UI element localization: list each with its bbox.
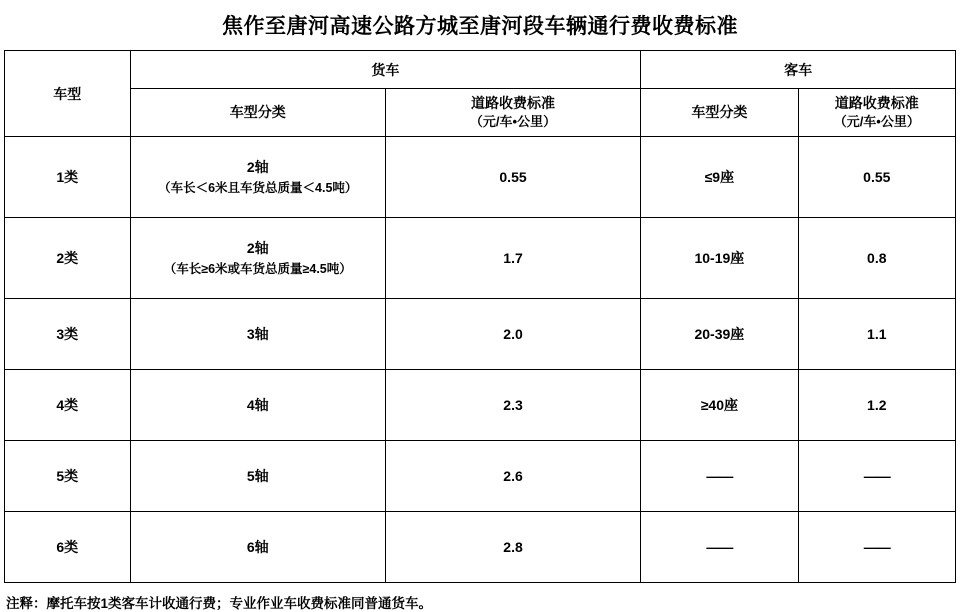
header-truck-type — [130, 89, 385, 137]
row-class: 3类 — [5, 299, 131, 370]
table-row — [5, 137, 956, 218]
row-bus-type: ≥40座 — [641, 370, 798, 441]
header-truck-type-line1: 车型分类 — [229, 104, 286, 121]
table-row — [5, 218, 956, 299]
header-class-col: 车型 — [5, 51, 131, 137]
row-class: 6类 — [5, 512, 131, 583]
header-group-truck: 货车 — [130, 51, 641, 89]
header-truck-rate-line2: （元/车•公里） — [469, 114, 557, 130]
row-truck-type — [130, 218, 385, 299]
row-class: 1类 — [5, 137, 131, 218]
row-bus-type: ≤9座 — [641, 137, 798, 218]
row-truck-rate: 2.3 — [385, 370, 640, 441]
row-bus-rate: 1.2 — [798, 370, 955, 441]
row-truck-rate: 0.55 — [385, 137, 640, 218]
row-class: 5类 — [5, 441, 131, 512]
row-truck-rate: 2.0 — [385, 299, 640, 370]
row-truck-axles: 2轴 — [246, 158, 269, 175]
row-bus-rate: —— — [798, 512, 955, 583]
page-title: 焦作至唐河高速公路方城至唐河段车辆通行费收费标准 — [222, 15, 738, 38]
header-bus-type-line1: 车型分类 — [691, 104, 748, 121]
row-bus-type: 10-19座 — [641, 218, 798, 299]
row-bus-rate: 1.1 — [798, 299, 955, 370]
row-truck-rate: 1.7 — [385, 218, 640, 299]
row-truck-type: 3轴 — [130, 299, 385, 370]
row-truck-axles: 2轴 — [246, 239, 269, 256]
row-truck-type: 4轴 — [130, 370, 385, 441]
header-truck-rate — [385, 89, 640, 137]
row-truck-rate: 2.8 — [385, 512, 640, 583]
row-class: 4类 — [5, 370, 131, 441]
header-bus-rate-line1: 道路收费标准 — [834, 95, 919, 111]
header-group-bus: 客车 — [641, 51, 956, 89]
row-truck-condition: （车长≥6米或车货总质量≥4.5吨） — [163, 261, 352, 276]
row-truck-rate: 2.6 — [385, 441, 640, 512]
row-bus-rate: 0.55 — [798, 137, 955, 218]
header-truck-rate-line1: 道路收费标准 — [471, 95, 556, 111]
row-bus-rate: —— — [798, 441, 955, 512]
row-truck-condition: （车长＜6米且车货总质量＜4.5吨） — [158, 180, 358, 195]
row-truck-type: 6轴 — [130, 512, 385, 583]
table-row — [5, 299, 956, 370]
header-bus-type — [641, 89, 798, 137]
table-row — [5, 512, 956, 583]
row-bus-rate: 0.8 — [798, 218, 955, 299]
row-bus-type: 20-39座 — [641, 299, 798, 370]
toll-fee-table — [4, 50, 956, 583]
table-note: 注释：摩托车按1类客车计收通行费；专业作业车收费标准同普通货车。 — [6, 596, 433, 612]
header-bus-rate-line2: （元/车•公里） — [833, 114, 920, 130]
table-header-group-row — [5, 51, 956, 89]
row-bus-type: —— — [641, 512, 798, 583]
row-truck-type: 5轴 — [130, 441, 385, 512]
table-row — [5, 370, 956, 441]
header-bus-rate — [798, 89, 955, 137]
row-class: 2类 — [5, 218, 131, 299]
row-bus-type: —— — [641, 441, 798, 512]
table-header-sub-row — [5, 89, 956, 137]
row-truck-type — [130, 137, 385, 218]
table-row — [5, 441, 956, 512]
